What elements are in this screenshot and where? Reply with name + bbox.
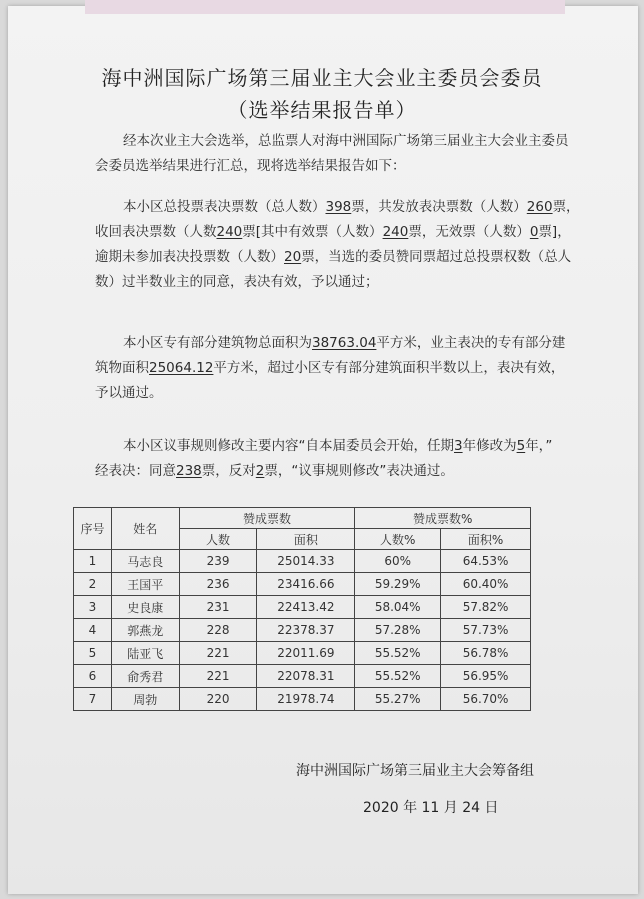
header-people-pct: 人数% [355,529,441,550]
paragraph-intro [95,129,569,179]
text: 本小区专有部分建筑物总面积为 [123,335,312,351]
oppose-votes-value: 2 [255,463,265,479]
table-row [74,665,531,688]
table-row [74,688,531,711]
text: 收回表决票数（人数 [95,224,217,240]
cell-seq: 1 [74,550,112,573]
text: 票，当选的委员赞同票超过总投票权数（总人 [301,249,572,265]
issue-date: 2020 年 11 月 24 日 [363,800,499,816]
cell-people: 221 [179,665,257,688]
vote-counts-line-2 [95,220,571,245]
intro-line-2: 会委员选举结果进行汇总，现将选举结果报告如下： [95,158,406,174]
issuer-signature: 海中洲国际广场第三届业主大会筹备组 [296,763,534,779]
top-edge-strip [85,0,565,14]
cell-area-pct: 64.53% [441,550,531,573]
header-people: 人数 [179,529,257,550]
cell-name: 王国平 [111,573,179,596]
rules-line-2 [95,459,565,484]
cell-area: 23416.66 [257,573,355,596]
cell-area: 22378.37 [257,619,355,642]
paragraph-vote-counts [95,195,580,295]
table-row [74,550,531,573]
text: 票]， [538,224,571,240]
text: 筑物面积 [95,360,149,376]
cell-people: 236 [179,573,257,596]
header-votes: 赞成票数 [179,508,355,529]
text: 本小区议事规则修改主要内容“自本届委员会开始，任期 [123,438,454,454]
text: 逾期未参加表决投票数（人数） [95,249,284,265]
cell-area: 21978.74 [257,688,355,711]
intro-line-1: 经本次业主大会选举，总监票人对海中洲国际广场第三届业主大会业主委员 [123,133,569,149]
cell-people: 221 [179,642,257,665]
cell-people-pct: 60% [355,550,441,573]
cell-people-pct: 58.04% [355,596,441,619]
cell-name: 周勃 [111,688,179,711]
header-area: 面积 [257,529,355,550]
area-line-3: 予以通过。 [95,385,163,401]
text: 经表决：同意 [95,463,176,479]
text: 票，反对 [201,463,256,479]
total-votes-value: 398 [325,199,352,215]
table-row [74,573,531,596]
issued-votes-value: 260 [526,199,553,215]
cell-people-pct: 55.52% [355,642,441,665]
text: 年修改为 [462,438,517,454]
text: 票，“议事规则修改”表决通过。 [264,463,454,479]
cell-name: 俞秀君 [111,665,179,688]
cell-seq: 5 [74,642,112,665]
cell-area-pct: 56.95% [441,665,531,688]
text: 年，” [525,438,553,454]
cell-area: 25014.33 [257,550,355,573]
cell-area-pct: 56.70% [441,688,531,711]
rules-line-1 [95,434,565,459]
text: 票，无效票（人数） [408,224,530,240]
cell-people: 228 [179,619,257,642]
header-seq: 序号 [74,508,112,550]
old-term-value: 3 [454,438,463,454]
cell-seq: 6 [74,665,112,688]
document-title: 海中洲国际广场第三届业主大会业主委员会委员 [101,66,543,90]
cell-name: 马志良 [111,550,179,573]
cell-people: 239 [179,550,257,573]
table-row [74,596,531,619]
cell-area-pct: 60.40% [441,573,531,596]
agree-votes-value: 238 [176,463,202,479]
cell-seq: 3 [74,596,112,619]
table-row [74,642,531,665]
document-subtitle: （选举结果报告单） [227,98,417,122]
vote-counts-line-1 [95,195,580,220]
total-area-value: 38763.04 [312,335,377,351]
paragraph-rules-change [95,434,565,484]
new-term-value: 5 [516,438,526,454]
text: 平方米，业主表决的专有部分建 [376,335,566,351]
text: 平方米，超过小区专有部分建筑面积半数以上，表决有效， [213,360,565,376]
area-line-1 [95,331,565,356]
overdue-votes-value: 20 [284,249,302,265]
cell-people: 231 [179,596,257,619]
cell-seq: 7 [74,688,112,711]
table-row [74,619,531,642]
header-ratio: 赞成票数% [355,508,531,529]
cell-area-pct: 57.82% [441,596,531,619]
vote-counts-line-3 [95,245,572,270]
cell-people-pct: 55.27% [355,688,441,711]
text: 票，共发放表决票数（人数） [351,199,527,215]
cell-name: 史良康 [111,596,179,619]
paragraph-area [95,331,565,406]
cell-people-pct: 55.52% [355,665,441,688]
valid-votes-value: 240 [382,224,409,240]
vote-counts-line-4: 数）过半数业主的同意，表决有效，予以通过； [95,274,379,290]
header-area-pct: 面积% [441,529,531,550]
cell-area: 22011.69 [257,642,355,665]
text: 本小区总投票表决票数（总人数） [123,199,326,215]
cell-name: 陆亚飞 [111,642,179,665]
election-results-table [73,507,531,711]
text: 票[其中有效票（人数） [242,224,383,240]
cell-seq: 4 [74,619,112,642]
cell-area-pct: 56.78% [441,642,531,665]
returned-votes-value: 240 [216,224,243,240]
cell-name: 郭燕龙 [111,619,179,642]
cell-area-pct: 57.73% [441,619,531,642]
cell-people-pct: 59.29% [355,573,441,596]
cell-seq: 2 [74,573,112,596]
area-line-2 [95,356,565,381]
cell-area: 22078.31 [257,665,355,688]
text: 票， [552,199,580,215]
cell-area: 22413.42 [257,596,355,619]
voted-area-value: 25064.12 [149,360,214,376]
cell-people-pct: 57.28% [355,619,441,642]
header-name: 姓名 [111,508,179,550]
cell-people: 220 [179,688,257,711]
invalid-votes-value: 0 [529,224,539,240]
